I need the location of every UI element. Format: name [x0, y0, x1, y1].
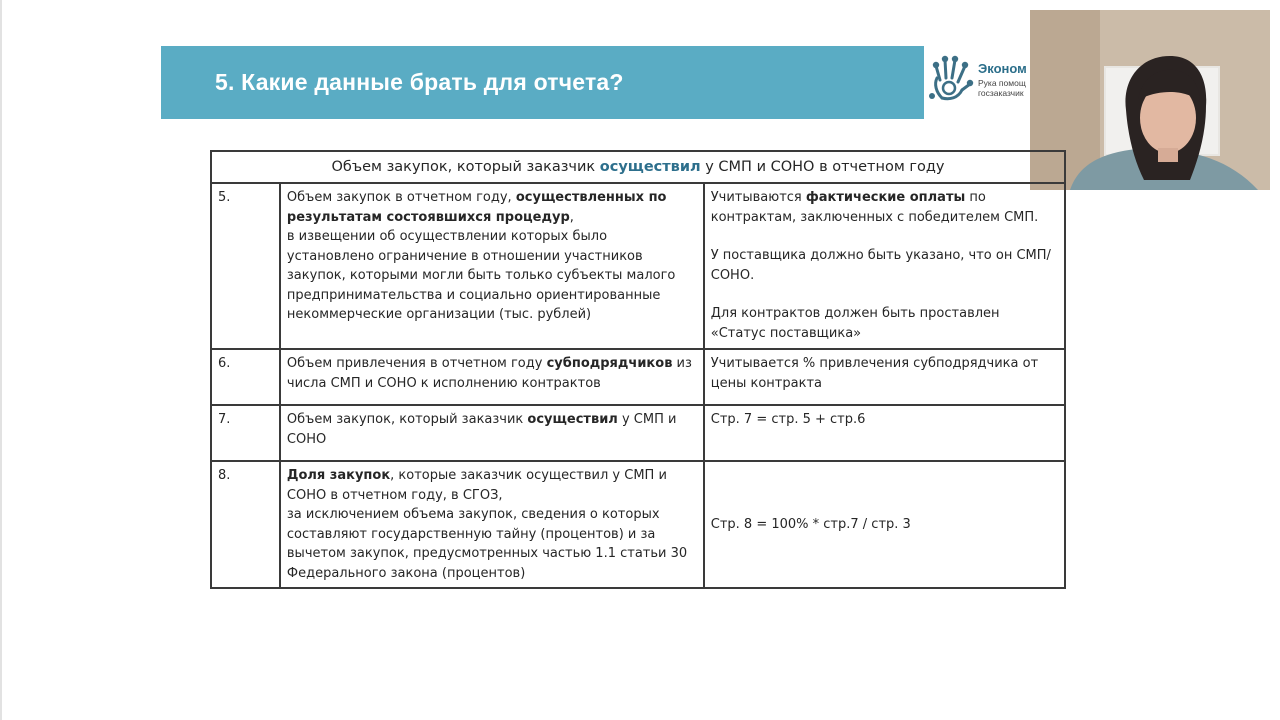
row-number: 8. [211, 461, 280, 588]
slide-border [0, 0, 2, 720]
logo-name: Эконом [978, 61, 1027, 76]
report-table [210, 150, 1066, 589]
desc-text: за исключением объема закупок, сведения о которых составляют государственную тайну (процентов) и за вычетом закупок, предусмотренных частью 1.1 статьи 30 Федерального закона (процентов) [286, 507, 688, 581]
desc-text: из числа СМП и СОНО к исполнению контрактов [286, 356, 692, 391]
row-number: 6. [211, 349, 280, 405]
row-description [280, 349, 704, 405]
desc-text: у СМП и СОНО [286, 412, 677, 447]
webcam-overlay [1030, 10, 1270, 190]
desc-text: , [569, 209, 574, 225]
row-rule [704, 183, 1065, 349]
row-description [280, 461, 704, 588]
rule-text: У поставщика должно быть указано, что он СМП/СОНО. [710, 248, 1051, 283]
row-description [280, 183, 704, 349]
desc-text: , которые заказчик осуществил у СМП и СОНО в отчетном году, в СГОЗ, [286, 468, 667, 503]
rule-text: по контрактам, заключенных с победителем СМП. [710, 190, 1039, 225]
rule-bold: фактические оплаты [805, 190, 966, 205]
row-description [280, 405, 704, 461]
rule-text: Для контрактов должен быть проставлен «Статус поставщика» [710, 306, 1000, 341]
table-row [211, 349, 1065, 405]
table-header-cell [211, 151, 1065, 183]
row-number: 7. [211, 405, 280, 461]
desc-text: Объем закупок в отчетном году, [286, 190, 516, 205]
logo-tagline-line1: Рука помощ [978, 78, 1026, 88]
logo [928, 54, 1038, 110]
desc-text: Объем привлечения в отчетном году [286, 356, 547, 371]
table-row [211, 461, 1065, 588]
rule-text: Стр. 8 = 100% * стр.7 / стр. 3 [710, 516, 911, 532]
rule-text: Учитываются [710, 190, 806, 205]
table-row [211, 405, 1065, 461]
header-text-part1: Объем закупок, который заказчик [331, 159, 600, 176]
desc-text: Объем закупок, который заказчик [286, 412, 528, 427]
desc-bold: осуществил [527, 412, 618, 427]
row-rule: Стр. 7 = стр. 5 + стр.6 [704, 405, 1065, 461]
slide-title: 5. Какие данные брать для отчета? [215, 69, 624, 95]
helping-hand-icon [928, 54, 974, 106]
row-rule [704, 461, 1065, 588]
desc-bold: Доля закупок [286, 468, 391, 483]
title-bar [161, 46, 924, 119]
header-highlight: осуществил [599, 159, 701, 176]
table-row [211, 183, 1065, 349]
logo-tagline [978, 78, 1026, 98]
desc-bold: субподрядчиков [546, 356, 673, 371]
desc-bold: осуществленных по результатам состоявшихся процедур [286, 190, 667, 225]
row-rule: Учитывается % привлечения субподрядчика от цены контракта [704, 349, 1065, 405]
presenter-video [1030, 10, 1270, 190]
header-text-part2: у СМП и СОНО в отчетном году [700, 159, 945, 176]
row-number: 5. [211, 183, 280, 349]
desc-text: в извещении об осуществлении которых было установлено ограничение в отношении участников закупок, которыми могли быть только субъекты малого предпринимательства и социально ориентированные некоммерческие организации (тыс. рублей) [286, 229, 676, 322]
logo-tagline-line2: госзаказчик [978, 88, 1024, 98]
table-header-row [211, 151, 1065, 183]
